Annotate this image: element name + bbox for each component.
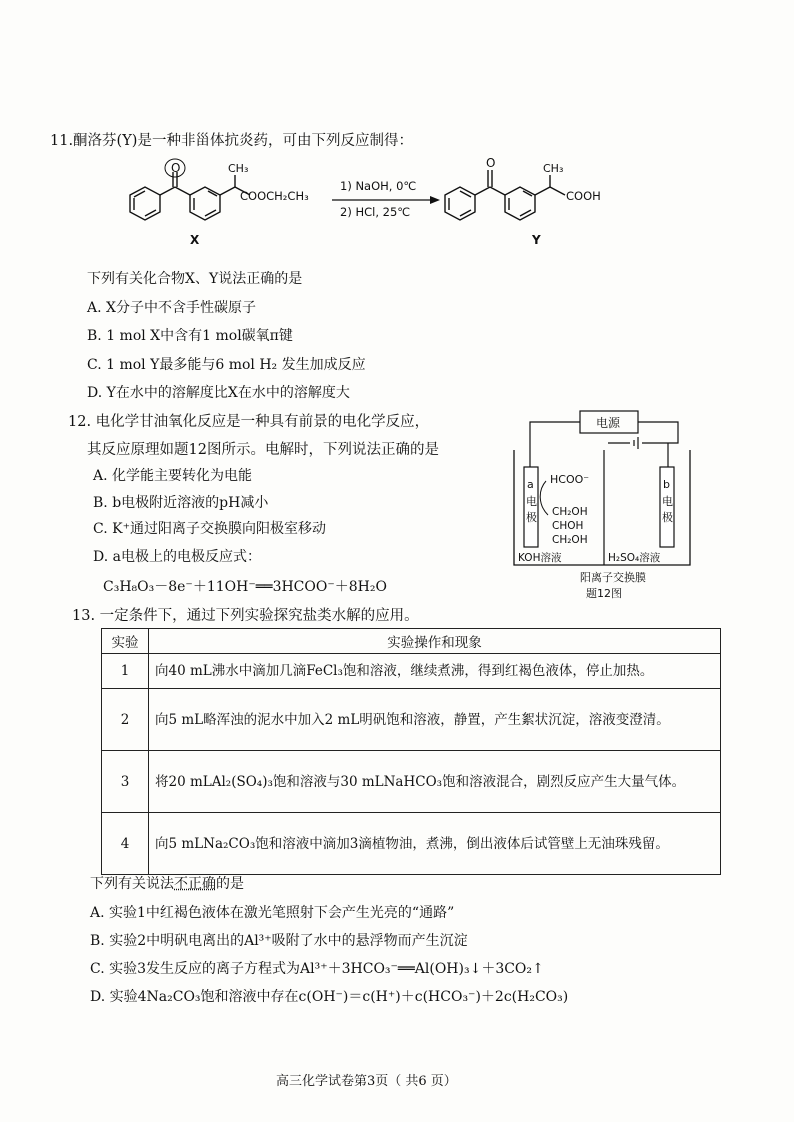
glycerol-line-3: CH₂OH bbox=[552, 534, 588, 546]
q13-question-pre: 下列有关说法 bbox=[90, 876, 174, 892]
reagent-2: 2) HCl, 25℃ bbox=[340, 205, 411, 219]
y-label: Y bbox=[532, 233, 541, 247]
table-header-row bbox=[102, 629, 721, 654]
row-number: 1 bbox=[102, 654, 149, 689]
power-source-label: 电源 bbox=[596, 416, 621, 430]
q13-option-c: C. 实验3发生反应的离子方程式为Al³⁺＋3HCO₃⁻══Al(OH)₃↓＋3CO₂↑ bbox=[90, 961, 544, 977]
header-experiment: 实验 bbox=[102, 629, 149, 654]
q11-stem: 11.酮洛芬(Y)是一种非甾体抗炎药，可由下列反应制得： bbox=[50, 133, 413, 149]
glycerol-line-1: CH₂OH bbox=[552, 506, 588, 518]
q13-experiment-table bbox=[101, 628, 721, 875]
row-number: 3 bbox=[102, 751, 149, 813]
reaction-arc-arrow bbox=[540, 481, 548, 515]
row-description: 将20 mLAl₂(SO₄)₃饱和溶液与30 mLNaHCO₃饱和溶液混合，剧烈反应产生大量气体。 bbox=[149, 751, 721, 813]
q11-option-b: B. 1 mol X中含有1 mol碳氧π键 bbox=[87, 328, 293, 344]
q12-equation: C₃H₈O₃－8e⁻＋11OH⁻══3HCOO⁻＋8H₂O bbox=[103, 579, 387, 595]
q12-stem-line-1: 12. 电化学甘油氧化反应是一种具有前景的电化学反应， bbox=[68, 414, 430, 430]
q12-option-a: A. 化学能主要转化为电能 bbox=[93, 468, 253, 484]
x-benzene-ring-1 bbox=[130, 187, 160, 220]
electrode-a-char-3: 极 bbox=[526, 511, 537, 524]
figure-caption: 题12图 bbox=[586, 587, 622, 600]
q13-option-a: A. 实验1中红褐色液体在激光笔照射下会产生光亮的“通路” bbox=[90, 905, 455, 921]
q13-option-b: B. 实验2中明矾电离出的Al³⁺吸附了水中的悬浮物而产生沉淀 bbox=[90, 933, 468, 949]
x-label: X bbox=[190, 233, 200, 247]
q13-stem: 13. 一定条件下，通过下列实验探究盐类水解的应用。 bbox=[72, 608, 419, 624]
q12-stem-line-2: 其反应原理如题12图所示。电解时，下列说法正确的是 bbox=[87, 442, 439, 458]
y-benzene-ring-1 bbox=[445, 187, 475, 220]
y-benzene-ring-2 bbox=[505, 175, 565, 220]
electrode-b-char-3: 极 bbox=[662, 511, 673, 524]
row-description: 向5 mL略浑浊的泥水中加入2 mL明矾饱和溶液，静置，产生絮状沉淀，溶液变澄清。 bbox=[149, 689, 721, 751]
q12-option-b: B. b电极附近溶液的pH减小 bbox=[93, 495, 269, 511]
electrode-b-char-1: b bbox=[663, 478, 670, 491]
electrode-a-char-2: 电 bbox=[526, 495, 537, 508]
y-acid-group: COOH bbox=[566, 189, 601, 203]
q13-question-emphasis: 不正确 bbox=[174, 876, 216, 892]
q11-option-d: D. Y在水中的溶解度比X在水中的溶解度大 bbox=[87, 385, 350, 401]
right-solution-label: H₂SO₄溶液 bbox=[608, 552, 661, 564]
header-procedure: 实验操作和现象 bbox=[149, 629, 721, 654]
row-description: 向5 mLNa₂CO₃饱和溶液中滴加3滴植物油，煮沸，倒出液体后试管壁上无油珠残留。 bbox=[149, 813, 721, 875]
page-footer: 高三化学试卷第3页（ 共6 页） bbox=[276, 1074, 457, 1089]
q11-question: 下列有关化合物X、Y说法正确的是 bbox=[87, 271, 303, 287]
q11-reaction-scheme bbox=[100, 150, 660, 250]
electrode-a-char-1: a bbox=[527, 478, 534, 491]
table-row bbox=[102, 751, 721, 813]
table-row bbox=[102, 654, 721, 689]
q11-option-c: C. 1 mol Y最多能与6 mol H₂ 发生加成反应 bbox=[87, 357, 366, 373]
table-row bbox=[102, 689, 721, 751]
y-carbonyl bbox=[475, 170, 505, 195]
q13-option-d: D. 实验4Na₂CO₃饱和溶液中存在c(OH⁻)＝c(H⁺)＋c(HCO₃⁻)＋2c(H₂CO₃) bbox=[90, 989, 569, 1005]
row-number: 4 bbox=[102, 813, 149, 875]
reagent-1: 1) NaOH, 0℃ bbox=[340, 179, 417, 193]
membrane-label: 阳离子交换膜 bbox=[580, 571, 646, 584]
row-number: 2 bbox=[102, 689, 149, 751]
product-formate: HCOO⁻ bbox=[550, 473, 590, 486]
row-description: 向40 mL沸水中滴加几滴FeCl₃饱和溶液，继续煮沸，得到红褐色液体，停止加热。 bbox=[149, 654, 721, 689]
left-solution-label: KOH溶液 bbox=[518, 552, 562, 564]
q12-option-c: C. K⁺通过阳离子交换膜向阳极室移动 bbox=[93, 521, 326, 537]
q13-question bbox=[90, 873, 244, 893]
q12-electrolysis-diagram bbox=[508, 405, 698, 605]
x-oxygen-label: O bbox=[171, 161, 181, 175]
q11-option-a: A. X分子中不含手性碳原子 bbox=[87, 300, 256, 316]
x-ch3: CH₃ bbox=[228, 162, 249, 175]
y-oxygen-label: O bbox=[486, 156, 496, 170]
q12-option-d: D. a电极上的电极反应式： bbox=[93, 549, 261, 565]
reaction-arrow-head bbox=[430, 196, 440, 204]
q13-question-post: 的是 bbox=[216, 876, 244, 892]
table-row bbox=[102, 813, 721, 875]
electrode-b-char-2: 电 bbox=[662, 495, 673, 508]
y-ch3: CH₃ bbox=[543, 162, 564, 175]
x-ester-group: COOCH₂CH₃ bbox=[240, 189, 309, 203]
glycerol-line-2: CHOH bbox=[552, 520, 584, 532]
